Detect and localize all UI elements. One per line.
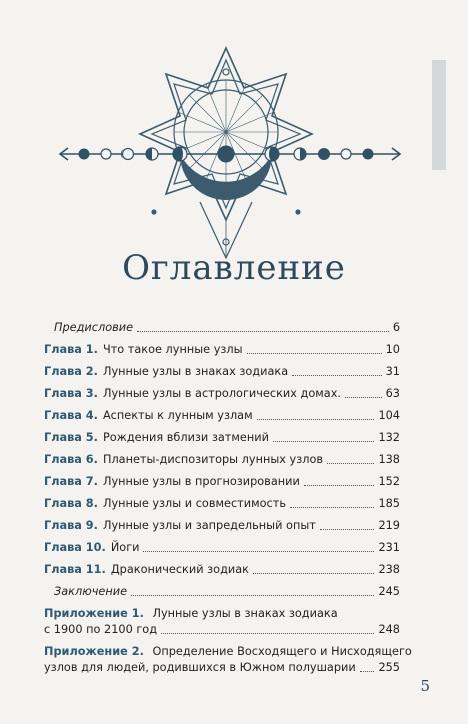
toc-entry-label: Глава 8. (44, 497, 98, 510)
toc-row[interactable] (44, 518, 400, 534)
toc-entry-label: Приложение 2. (44, 645, 144, 658)
toc-entry-title: Заключение (54, 585, 128, 598)
toc-row[interactable] (44, 452, 400, 468)
toc-row[interactable] (44, 606, 400, 638)
toc-page-number: 219 (378, 519, 400, 532)
dot-leader (131, 595, 374, 596)
moon-phase-row (60, 146, 400, 162)
dot-leader (292, 375, 382, 376)
dot-leader (304, 485, 375, 486)
moon-full-icon (101, 149, 111, 159)
toc-entry-label: Глава 10. (44, 541, 106, 554)
toc-entry-title: Лунные узлы в прогнозировании (102, 475, 300, 488)
toc-page-number: 238 (378, 563, 400, 576)
toc-entry-title: Лунные узлы и запредельный опыт (102, 519, 316, 532)
dot-leader (327, 463, 374, 464)
toc-page-number: 6 (392, 321, 400, 334)
dot-leader (257, 419, 375, 420)
moon-dark-right-icon (319, 149, 330, 160)
moon-crescent-icon (123, 149, 134, 160)
toc-entry-label: Глава 9. (44, 519, 98, 532)
toc-entry-label: Глава 6. (44, 453, 98, 466)
toc-entry-title: Предисловие (54, 321, 134, 334)
toc-entry-title-continued: узлов для людей, родившихся в Южном полушарии (44, 661, 356, 674)
toc-row[interactable] (44, 408, 400, 424)
toc-entry-title: Драконический зодиак (110, 563, 249, 576)
toc-page-number: 185 (378, 497, 400, 510)
toc-page-number: 138 (378, 453, 400, 466)
moon-new-icon (79, 149, 89, 159)
dot-leader (137, 331, 389, 332)
toc-page-number: 245 (378, 585, 400, 598)
toc-row[interactable] (44, 386, 400, 402)
dot-leader (273, 441, 375, 442)
toc-entry-label: Глава 3. (44, 387, 98, 400)
toc-entry-title: Лунные узлы в знаках зодиака (102, 365, 289, 378)
toc-row[interactable] (44, 496, 400, 512)
dot-leader (161, 633, 374, 634)
toc-entry-label: Глава 11. (44, 563, 106, 576)
toc-page-number: 10 (385, 343, 400, 356)
toc-page-number: 248 (378, 623, 400, 636)
toc-row[interactable] (44, 430, 400, 446)
toc-entry-label: Глава 7. (44, 475, 98, 488)
dot-leader (345, 397, 382, 398)
toc-page-number: 104 (378, 409, 400, 422)
toc-row[interactable] (44, 562, 400, 578)
toc-row[interactable] (44, 342, 400, 358)
toc-row[interactable] (44, 540, 400, 556)
toc-entry-label: Глава 1. (44, 343, 98, 356)
toc-entry-title: Планеты-диспозиторы лунных узлов (102, 453, 324, 466)
toc-entry-label: Приложение 1. (44, 607, 144, 620)
moon-center-icon (218, 146, 234, 162)
toc-page-number: 31 (385, 365, 400, 378)
moon-full-right-icon (341, 149, 351, 159)
toc-row[interactable] (44, 644, 412, 676)
toc-entry-label: Глава 2. (44, 365, 98, 378)
dot-leader (253, 573, 374, 574)
dot-leader (290, 507, 374, 508)
toc-row[interactable] (44, 584, 400, 600)
toc-page-number: 231 (378, 541, 400, 554)
toc-row[interactable] (44, 364, 400, 380)
toc-page-number: 63 (385, 387, 400, 400)
toc-entry-title: Рождения вблизи затмений (102, 431, 269, 444)
toc-entry-title: Аспекты к лунным узлам (102, 409, 253, 422)
dot-leader (247, 353, 382, 354)
toc-entry-title-continued: с 1900 по 2100 год (44, 623, 158, 636)
toc-title: Оглавление (122, 248, 346, 288)
moon-phase-mandala-ornament (40, 44, 420, 262)
dot-leader (320, 529, 375, 530)
toc-page-number: 152 (378, 475, 400, 488)
toc-page-number: 255 (378, 661, 400, 674)
toc-row[interactable] (44, 320, 400, 336)
previous-page-bleed-tab (428, 60, 450, 170)
toc-entry-title: Йоги (110, 541, 140, 554)
page-number: 5 (420, 677, 430, 695)
toc-entry-title: Лунные узлы и совместимость (102, 497, 286, 510)
dot-leader (143, 551, 374, 552)
dot-leader (360, 671, 375, 672)
table-of-contents (44, 320, 412, 676)
toc-entry-label: Глава 5. (44, 431, 98, 444)
toc-entry-title: Что такое лунные узлы (102, 343, 243, 356)
toc-entry-title: Лунные узлы в астрологических домах. (102, 387, 341, 400)
toc-entry-title: Определение Восходящего и Нисходящего (152, 645, 412, 658)
toc-page-number: 132 (378, 431, 400, 444)
toc-row[interactable] (44, 474, 400, 490)
moon-new-right-icon (363, 149, 373, 159)
toc-entry-label: Глава 4. (44, 409, 98, 422)
toc-entry-title: Лунные узлы в знаках зодиака (152, 607, 338, 620)
